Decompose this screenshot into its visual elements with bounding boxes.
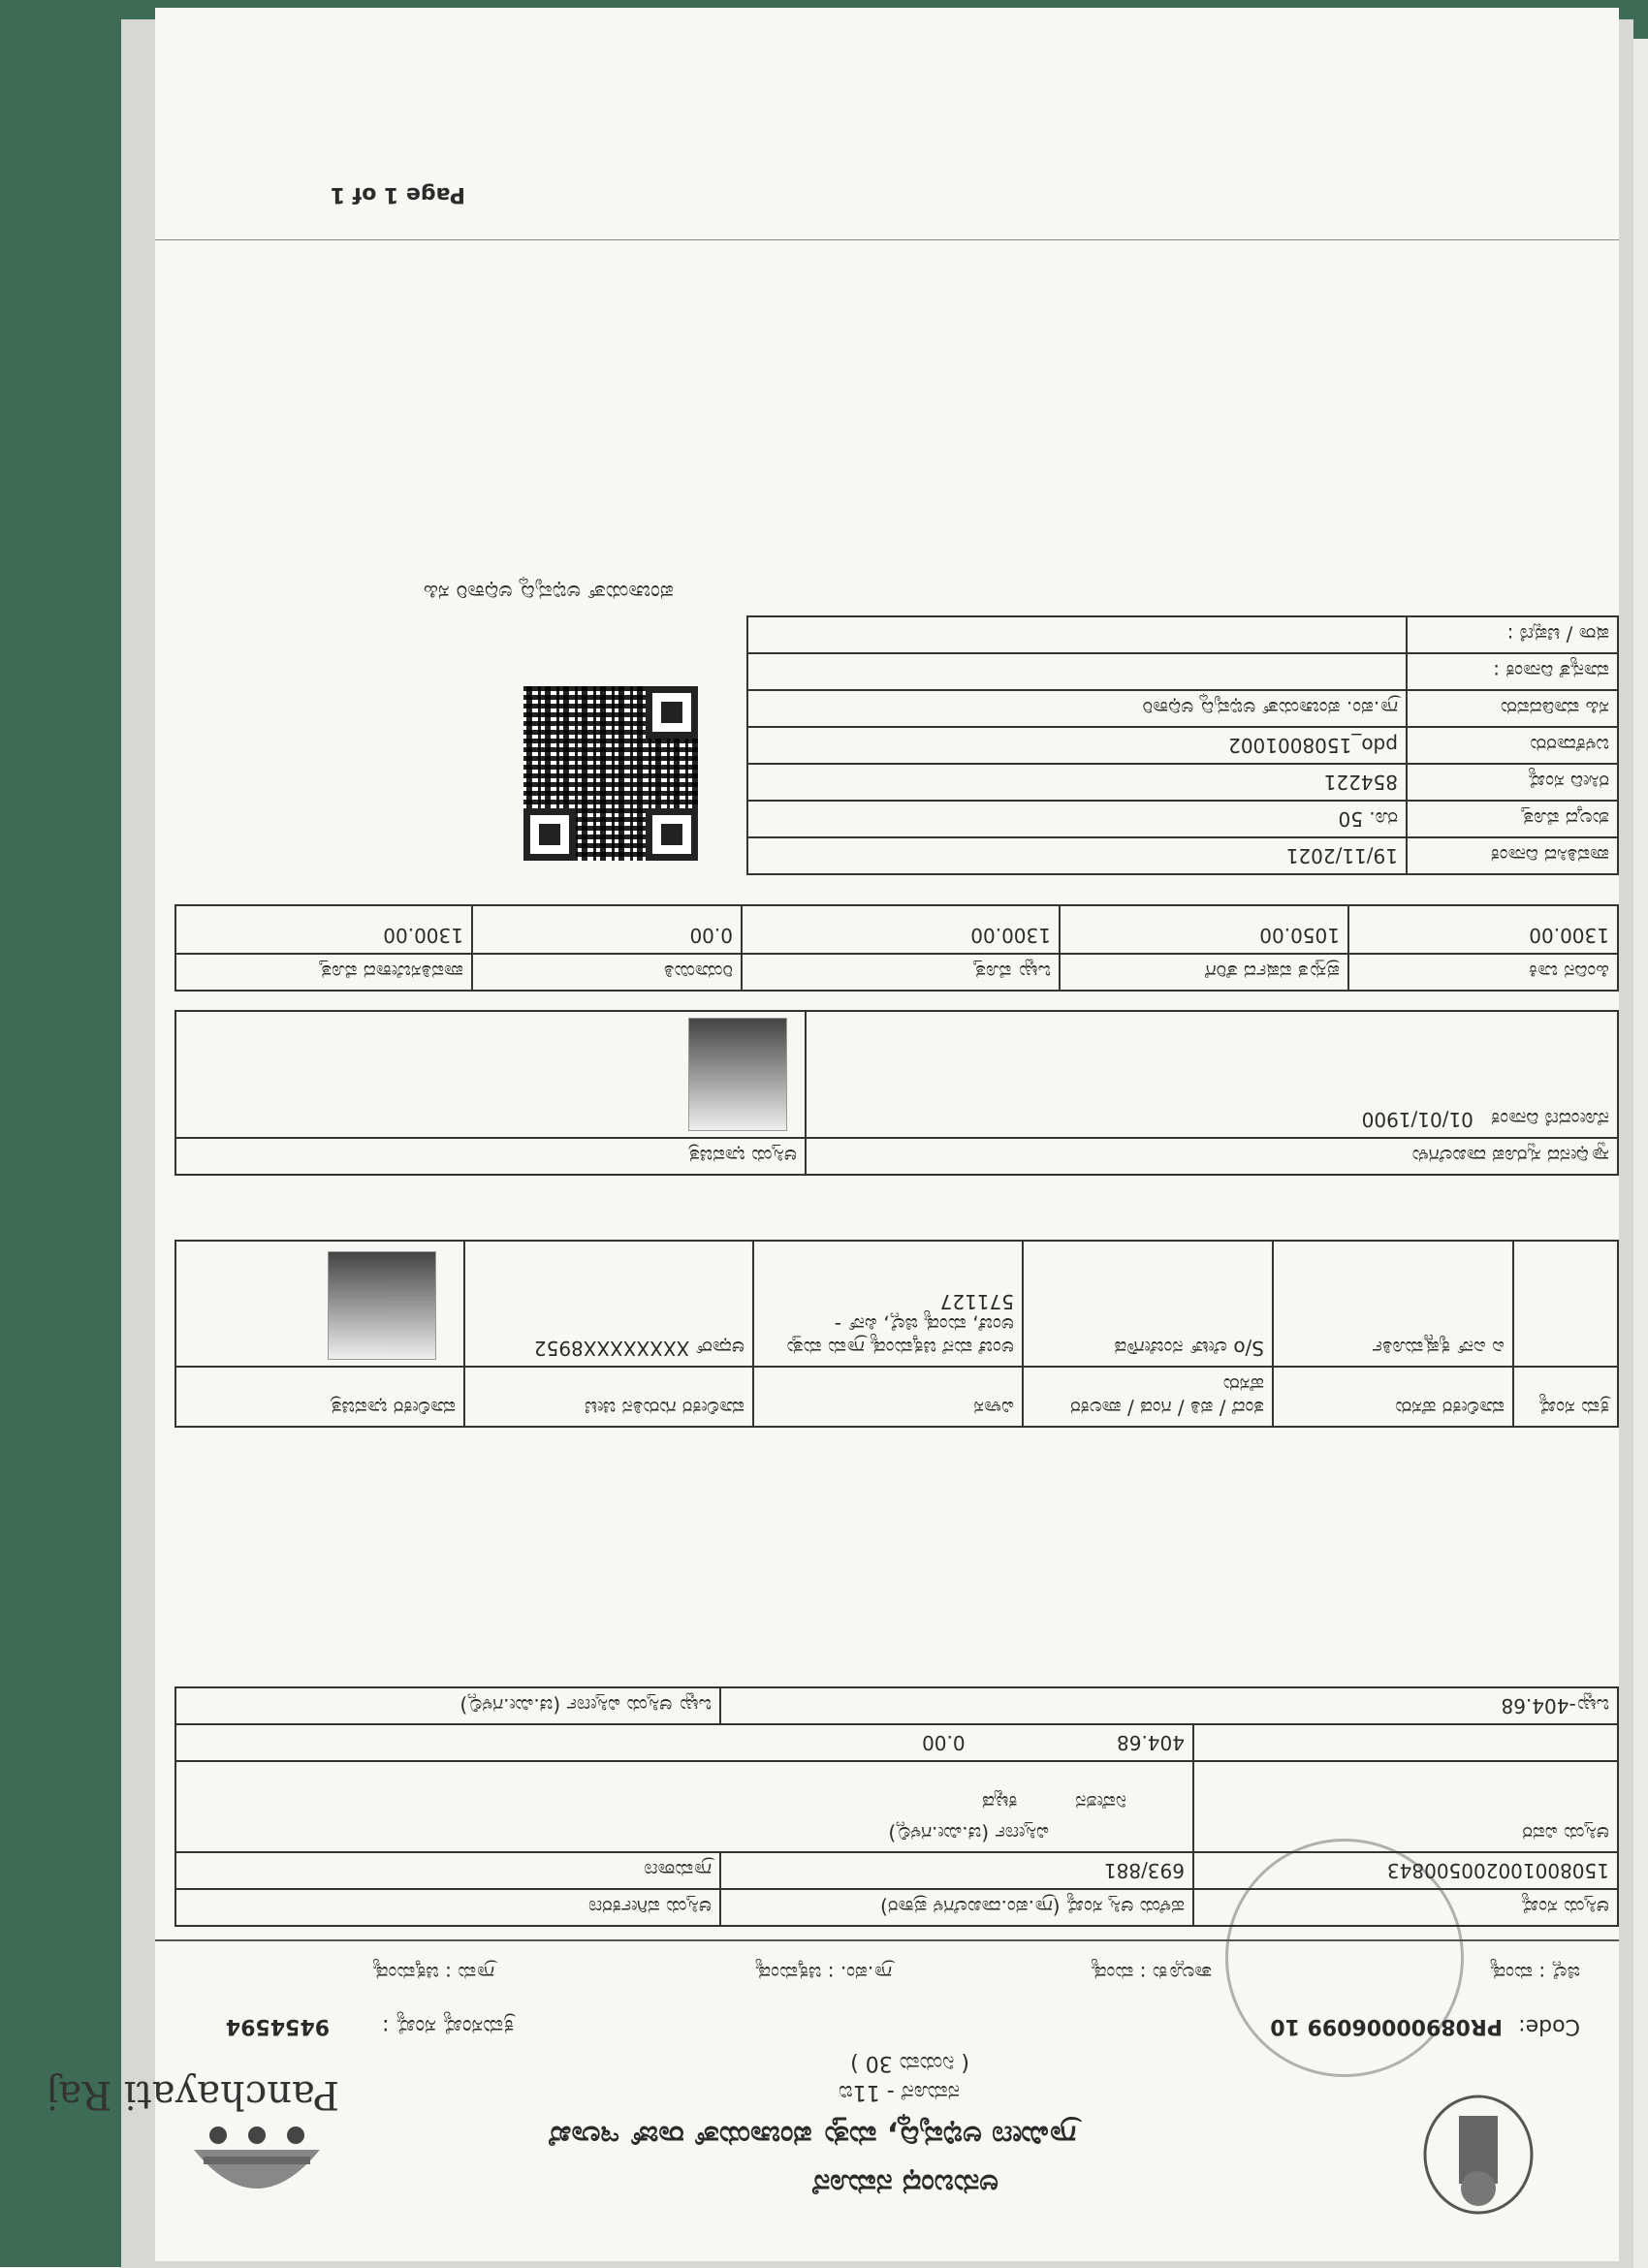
village: ಗ್ರಾಮ : ಚಿಕ್ಕಮಂಡ್ಯ [373, 1962, 494, 1985]
validity-value [747, 653, 1407, 690]
tax-header-rebate: ರಿಯಾಯಿತಿ [472, 954, 742, 991]
owner-header-address: ವಿಳಾಸ [753, 1367, 1023, 1427]
payment-date-label: ಪಾವತಿಸಿದ ದಿನಾಂಕ [1407, 837, 1618, 874]
serial-value: 9454594 [225, 2014, 330, 2038]
receipt-value: 854221 [747, 764, 1407, 801]
header-divider [155, 1939, 1619, 1941]
tax-total: 1300.00 [742, 905, 1060, 954]
form-number: ನಮೂನೆ - 11ಬಿ [838, 2080, 960, 2104]
tax-header-arrears: ಹಿಂದಿನ ಬಾಕಿ [1348, 954, 1618, 991]
property-class-value: ಗ್ರಾಮಠಾಣ [175, 1852, 720, 1889]
user-label: ಬಳಕೆದಾರರು [1407, 727, 1618, 764]
built-value: 404.68 [1117, 1731, 1185, 1754]
page-number: Page 1 of 1 [330, 182, 465, 206]
built-label: ನಿವೇಶನ [1075, 1791, 1126, 1814]
property-photo-header: ಆಸ್ತಿಯ ಭಾವಚಿತ್ರ [175, 1138, 806, 1175]
registration-date-label: ನೋಂದಣಿ ದಿನಾಂಕ [1491, 1108, 1609, 1131]
signer-label: ಸಹಿ ಮಾಡಿದವರು [1407, 690, 1618, 727]
document-page [46, 8, 1619, 2261]
property-type-label: ಆಸ್ತಿಯ ವಿವರ [1193, 1761, 1618, 1852]
old-property-label: ಹಳೆಯ ಆಸ್ತಿ ಸಂಖ್ಯೆ (ಗ್ರಾ.ಪಂ.ದಾಖಲೆಗಳ ಪ್ರಕಾರ) [720, 1889, 1193, 1926]
property-class-label: ಆಸ್ತಿಯ ವರ್ಗೀಕರಣ [175, 1889, 720, 1926]
owner-header-sl: ಕ್ರಮ ಸಂಖ್ಯೆ [1513, 1367, 1618, 1427]
owner-photo-cell [175, 1241, 464, 1367]
district: ಜಿಲ್ಲೆ : ಮಂಡ್ಯ [1490, 1962, 1580, 1985]
acquisition-header: ಸ್ವಾಧೀನದ ಸ್ವರೂಪ ದಾಖಲೆಗಳು [806, 1138, 1618, 1175]
receipt-label: ರಸೀದಿ ಸಂಖ್ಯೆ [1407, 764, 1618, 801]
owner-header-photo: ಮಾಲೀಕರ ಭಾವಚಿತ್ರ [175, 1367, 464, 1427]
area-values [175, 1724, 1193, 1761]
qr-finder-2 [523, 808, 576, 861]
vacant-label: ಕಟ್ಟಡ [982, 1791, 1018, 1814]
area-block [175, 1761, 1193, 1852]
user-value: pdo_1508001002 [747, 727, 1407, 764]
payment-table [746, 615, 1619, 875]
code-label: Code: [1518, 2014, 1580, 2038]
owner-relation: S/o ಲೇಟ್ ನಂಜೇಗೌಡ [1023, 1241, 1273, 1367]
old-property-value: 693/881 [720, 1852, 1193, 1889]
qr-finder-1 [646, 808, 698, 861]
vacant-value: 0.00 [922, 1731, 966, 1754]
panchayat: ಗ್ರಾ.ಪಂ. : ಚಿಕ್ಕಮಂಡ್ಯ [755, 1962, 892, 1985]
remarks-label: ಷರಾ / ಟಿಪ್ಪಣಿ : [1407, 616, 1618, 653]
government-emblem [1406, 2077, 1551, 2222]
qr-code [523, 686, 698, 861]
background-left [0, 0, 136, 2267]
registration-date-value: 01/01/1900 [1361, 1108, 1474, 1131]
taluk: ತಾಲ್ಲೂಕು : ಮಂಡ್ಯ [1092, 1962, 1212, 1985]
owner-name: ಎ ಎನ್ ಕೃಷ್ಣಮೂರ್ತಿ [1273, 1241, 1513, 1367]
serial-label: ಕ್ರಮಸಂಖ್ಯೆ ಸಂಖ್ಯೆ : [382, 2014, 514, 2038]
payment-date-value: 19/11/2021 [747, 837, 1407, 874]
document-title: ಅನುಬಂಧ ನಮೂನೆ [812, 2167, 998, 2201]
total-area-value: ಒಟ್ಟು-404.68 [720, 1687, 1618, 1724]
panchayati-raj-logo [46, 2072, 339, 2218]
fee-value: ರೂ. 50 [747, 801, 1407, 837]
owner-photo [328, 1251, 436, 1360]
qr-finder-3 [646, 686, 698, 739]
footer-divider [155, 239, 1619, 240]
property-table [174, 1686, 1619, 1927]
property-photo-cell [175, 1011, 806, 1138]
registration-cell [806, 1011, 1618, 1138]
owner-header-id: ಮಾಲೀಕರ ಗುರುತಿನ ಚೀಟಿ [464, 1367, 753, 1427]
owner-address: ಅಂಚೆ ಮನೆ ಚಿಕ್ಕಮಂಡ್ಯ ಗ್ರಾಮ ಮತ್ತು ಅಂಚೆ, ಮಂಡ್ಯ ಜಿಲ್ಲೆ, ಪಿನ್ - 571127 [753, 1241, 1023, 1367]
property-id-value: 150800100200500843 [1193, 1852, 1618, 1889]
owner-table [174, 1240, 1619, 1428]
owner-sl [1513, 1241, 1618, 1367]
code-value: PR08900006099 10 [1270, 2014, 1503, 2038]
brand-text: Panchayati Raj [46, 2072, 339, 2117]
tax-table [174, 904, 1619, 992]
total-area-label: ಒಟ್ಟು ಆಸ್ತಿಯ ವಿಸ್ತೀರ್ಣ (ಚ.ಮೀ.ಗಳಲ್ಲಿ) [175, 1687, 720, 1724]
officer-signature: ಪಂಚಾಯತ್ ಅಭಿವೃದ್ಧಿ ಅಧಿಕಾರಿ ಸಹಿ [423, 580, 674, 604]
tax-header-payable: ಪಾವತಿಸಬೇಕಾದ ಮೊತ್ತ [175, 954, 472, 991]
department-title: ಗ್ರಾಮೀಣ ಅಭಿವೃದ್ಧಿ, ಮತ್ತು ಪಂಚಾಯತ್ ರಾಜ್ ಇಲಾಖೆ [549, 2119, 1076, 2153]
emblem-icon [1406, 2077, 1551, 2222]
validity-label: ಮಾನ್ಯತೆ ದಿನಾಂಕ : [1407, 653, 1618, 690]
tax-current: 1050.00 [1060, 905, 1348, 954]
owner-header-relation: ತಂದೆ / ಪತಿ / ಗಂಡ / ಪಾಲಕರ ಹೆಸರು [1023, 1367, 1273, 1427]
remarks-value [747, 616, 1407, 653]
blank-cell [1193, 1724, 1618, 1761]
tax-payable: 1300.00 [175, 905, 472, 954]
tax-header-total: ಒಟ್ಟು ಮೊತ್ತ [742, 954, 1060, 991]
area-label: ವಿಸ್ತೀರ್ಣ (ಚ.ಮೀ.ಗಳಲ್ಲಿ) [888, 1822, 1049, 1845]
owner-header-name: ಮಾಲೀಕರ ಹೆಸರು [1273, 1367, 1513, 1427]
acquisition-table [174, 1010, 1619, 1176]
tax-rebate: 0.00 [472, 905, 742, 954]
rule-number: ( ನಿಯಮ 30 ) [850, 2051, 969, 2075]
tax-header-current: ಪ್ರಸ್ತುತ ವರ್ಷದ ತೆರಿಗೆ [1060, 954, 1348, 991]
rotated-content [46, 8, 1619, 2261]
signer-value: ಗ್ರಾ.ಪಂ. ಪಂಚಾಯತ್ ಅಭಿವೃದ್ಧಿ ಅಧಿಕಾರಿ [747, 690, 1407, 727]
property-id-label: ಆಸ್ತಿಯ ಸಂಖ್ಯೆ [1193, 1889, 1618, 1926]
owner-id: ಆಧಾರ್ XXXXXXXX8952 [464, 1241, 753, 1367]
fee-label: ಶುಲ್ಕದ ಮೊತ್ತ [1407, 801, 1618, 837]
property-photo [688, 1018, 787, 1131]
tax-arrears: 1300.00 [1348, 905, 1618, 954]
logo-icon [174, 2121, 339, 2218]
